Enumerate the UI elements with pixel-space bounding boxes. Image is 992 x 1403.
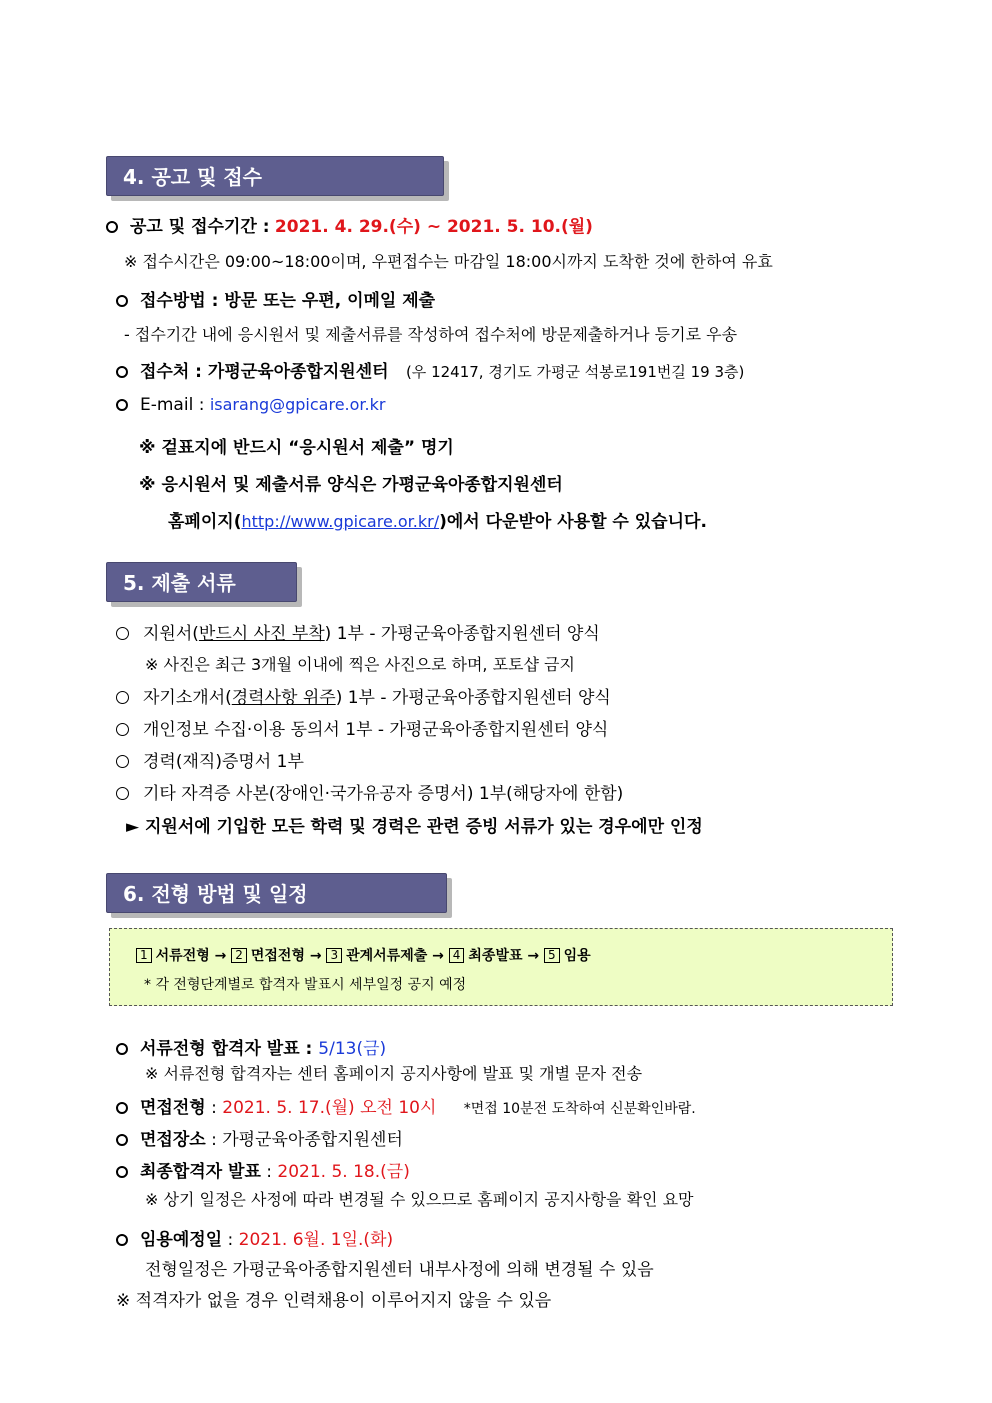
circle-bullet-icon [116,755,129,768]
doc-pass-label: 서류전형 합격자 발표 [140,1039,300,1059]
venue-label: 면접장소 [140,1130,206,1150]
start-note: 전형일정은 가평군육아종합지원센터 내부사정에 의해 변경될 수 있음 [145,1260,654,1280]
doc-pass-sep: : [299,1039,319,1059]
method-label: 접수방법 : 방문 또는 우편, 이메일 제출 [140,291,436,311]
circle-bullet-icon [116,787,129,800]
place-address: (우 12417, 경기도 가평군 석봉로191번길 19 3층) [405,363,745,381]
circle-bullet-icon [116,723,129,736]
circle-bullet-icon [116,1043,128,1055]
arrow-right-icon: → [309,948,322,964]
place-label: 접수처 : 가평군육아종합지원센터 [140,362,389,382]
email-label: E-mail : [140,395,205,415]
final-sep: : [260,1162,278,1182]
period-value: 2021. 4. 29.(수) ~ 2021. 5. 10.(월) [274,217,593,237]
start-sep: : [222,1230,239,1250]
interview-line [116,1093,696,1118]
homepage-note [168,507,707,532]
doc-item-2 [116,683,611,708]
last-note: ※ 적격자가 없을 경우 인력채용이 이루어지지 않을 수 있음 [116,1291,552,1311]
circle-bullet-icon [116,1134,128,1146]
method-note: - 접수기간 내에 응시원서 및 제출서류를 작성하여 접수처에 방문제출하거나 등기로 우송 [124,325,738,344]
step-label: 최종발표 [468,948,523,964]
step-label: 면접전형 [250,948,305,964]
place-line [116,357,744,382]
process-box-note: * 각 전형단계별로 합격자 발표시 세부일정 공지 예정 [144,977,467,993]
doc-item-2-underline: 경력사항 위주 [231,688,336,708]
time-note: ※ 접수시간은 09:00~18:00이며, 우편접수는 마감일 18:00시까지 도착한 것에 한하여 유효 [124,252,773,271]
step-number: 5 [544,948,560,963]
doc-item-1 [116,619,600,644]
doc-item-4-text: 경력(재직)증명서 1부 [143,752,304,772]
doc-pass-value: 5/13(금) [318,1039,387,1059]
circle-bullet-icon [116,691,129,704]
circle-bullet-icon [116,627,129,640]
venue-sep: : [205,1130,223,1150]
arrow-right-icon: → [214,948,227,964]
doc-item-1-underline: 반드시 사진 부착 [198,624,325,644]
doc-item-3-text: 개인정보 수집·이용 동의서 1부 - 가평군육아종합지원센터 양식 [143,720,609,740]
doc-item-2-b: ) 1부 - 가평군육아종합지원센터 양식 [335,688,611,708]
step-number: 3 [326,948,342,963]
doc-item-5 [116,779,623,804]
interview-value: 2021. 5. 17.(월) 오전 10시 [222,1098,437,1118]
doc-pass-note: ※ 서류전형 합격자는 센터 홈페이지 공지사항에 발표 및 개별 문자 전송 [145,1064,643,1083]
venue-line [116,1125,403,1150]
doc-item-2-a: 자기소개서( [143,688,232,708]
email-line [116,395,385,415]
circle-bullet-icon [116,399,128,411]
interview-label: 면접전형 [140,1098,206,1118]
homepage-suffix: )에서 다운받아 사용할 수 있습니다. [439,512,707,532]
section-5-title: 5. 제출 서류 [123,571,236,595]
section-5-header [106,562,297,602]
period-line [106,212,593,237]
doc-pass-line [116,1034,386,1059]
circle-bullet-icon [116,295,128,307]
step-number: 4 [449,948,465,963]
section-6-header [106,873,447,913]
section-6-title: 6. 전형 방법 및 일정 [123,882,308,906]
process-box [109,928,893,1006]
method-line [116,286,435,311]
arrow-right-icon: → [527,948,540,964]
circle-bullet-icon [116,1234,128,1246]
evidence-note: ► 지원서에 기입한 모든 학력 및 경력은 관련 증빙 서류가 있는 경우에만 인정 [126,817,703,837]
final-label: 최종합격자 발표 [140,1162,261,1182]
interview-note: *면접 10분전 도착하여 신분확인바람. [463,1101,696,1117]
section-4-title: 4. 공고 및 접수 [123,165,263,189]
circle-bullet-icon [106,221,118,233]
start-line [116,1225,393,1250]
photo-note: ※ 사진은 최근 3개월 이내에 찍은 사진으로 하며, 포토샵 금지 [145,655,575,674]
step-label: 임용 [563,948,591,964]
step-number: 2 [231,948,247,963]
step-label: 서류전형 [155,948,210,964]
cover-note: ※ 겉표지에 반드시 “응시원서 제출” 명기 [139,438,454,458]
doc-item-4 [116,747,304,772]
doc-item-1-b: ) 1부 - 가평군육아종합지원센터 양식 [324,624,600,644]
circle-bullet-icon [116,366,128,378]
final-value: 2021. 5. 18.(금) [277,1162,410,1182]
step-number: 1 [136,948,152,963]
section-4-header [106,156,444,196]
process-steps [136,945,591,965]
interview-sep: : [205,1098,223,1118]
start-label: 임용예정일 [140,1230,223,1250]
step-label: 관계서류제출 [346,948,428,964]
homepage-prefix: 홈페이지( [168,512,242,532]
circle-bullet-icon [116,1102,128,1114]
start-value: 2021. 6월. 1일.(화) [238,1230,394,1250]
doc-item-1-a: 지원서( [143,624,199,644]
doc-item-3 [116,715,608,740]
circle-bullet-icon [116,1166,128,1178]
homepage-link[interactable]: http://www.gpicare.or.kr/ [241,512,440,531]
email-value[interactable]: isarang@gpicare.or.kr [209,395,386,414]
form-note: ※ 응시원서 및 제출서류 양식은 가평군육아종합지원센터 [139,475,563,495]
final-line [116,1157,410,1182]
final-note: ※ 상기 일정은 사정에 따라 변경될 수 있으므로 홈페이지 공지사항을 확인 요망 [145,1190,694,1209]
arrow-right-icon: → [432,948,444,964]
period-label: 공고 및 접수기간 : [130,217,270,237]
venue-value: 가평군육아종합지원센터 [222,1130,403,1150]
doc-item-5-text: 기타 자격증 사본(장애인·국가유공자 증명서) 1부(해당자에 한함) [143,784,624,804]
